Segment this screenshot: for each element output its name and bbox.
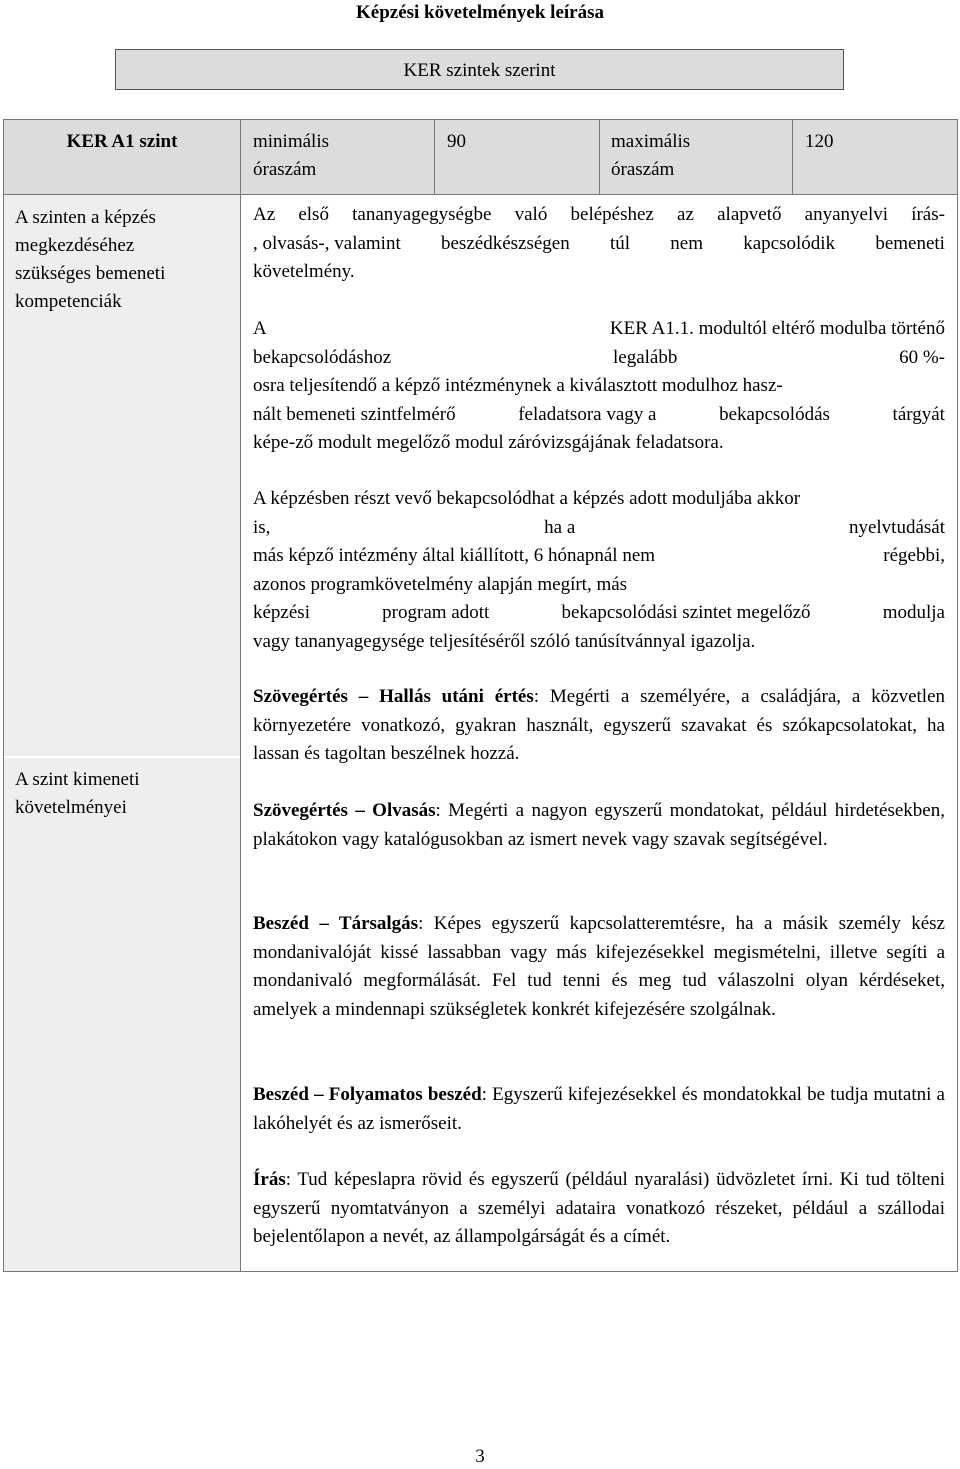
text-line: [253, 599, 945, 628]
text-line: [253, 258, 945, 287]
label-line: kompetenciák: [15, 291, 122, 312]
text-line: [253, 372, 945, 401]
header-divider: [240, 120, 241, 195]
page-title: Képzési követelmények leírása: [355, 2, 604, 23]
header-divider: [434, 120, 435, 195]
output-item-term: Beszéd – Folyamatos beszéd: [253, 1084, 482, 1105]
entry-paragraph-3: [253, 485, 945, 656]
output-item-term: Szövegértés – Hallás utáni értés: [253, 686, 534, 707]
text-line: [253, 201, 945, 230]
content-column: [241, 195, 957, 1271]
text-fragment: Az: [253, 204, 276, 225]
output-requirements-label: [15, 766, 140, 822]
level-label: KER A1 szint: [66, 131, 178, 152]
text-fragment: első: [298, 204, 329, 225]
text-fragment: 60 %-: [899, 346, 945, 368]
text-fragment: bekapcsolódási szintet megelőző: [561, 602, 811, 623]
min-hours-value: 90: [447, 131, 466, 152]
min-hours-label: [253, 128, 329, 184]
text-fragment: nyelvtudását: [848, 516, 945, 538]
text-fragment: belépéshez: [570, 204, 654, 225]
label-line: A szinten a képzés: [15, 207, 156, 228]
output-item-term: Szövegértés – Olvasás: [253, 800, 436, 821]
text-fragment: osra teljesítendő a képző intézménynek a kiválasztott modulhoz hasz-: [253, 375, 783, 396]
text-fragment: anyanyelvi: [804, 204, 889, 225]
text-fragment: ha a: [544, 516, 576, 538]
output-item-text: : Megérti a nagyon egyszerű mondatokat, például hirdetésekben, plakátokon vagy katalógusokban az ismert nevek vagy szavak segítségével.: [253, 800, 945, 850]
max-hours-label-line2: óraszám: [611, 159, 675, 180]
output-item-text: : Megérti a személyére, a családjára, a közvetlen környezetére vonatkozó, gyakran használt, egyszerű szavakat és szókapcsolatokat, ha lassan és tagoltan beszélnek hozzá.: [253, 686, 945, 764]
output-item-term: Írás: [253, 1169, 286, 1190]
text-line: [253, 514, 945, 543]
text-fragment: más képző intézmény által kiállított, 6 hónapnál nem: [253, 545, 656, 566]
text-fragment: nált bemeneti szintfelmérő: [253, 403, 456, 425]
text-fragment: legalább: [612, 346, 678, 368]
row-labels-column: [4, 195, 240, 1271]
max-hours-label-line1: maximális: [611, 131, 691, 152]
text-line: [253, 401, 945, 430]
text-fragment: azonos programkövetelmény alapján megírt, más: [253, 573, 628, 595]
text-fragment: képe-ző modult megelőző modul záróvizsgájának feladatsora.: [253, 432, 724, 453]
output-item-term: Beszéd – Társalgás: [253, 913, 419, 934]
min-hours-label-line1: minimális: [253, 131, 329, 152]
row-separator: [4, 756, 240, 758]
text-fragment: való: [514, 204, 548, 225]
entry-competencies-label: [15, 204, 165, 316]
requirements-table: [3, 119, 958, 1272]
max-hours-label: [611, 128, 690, 184]
header-divider: [792, 120, 793, 195]
output-item: [253, 1081, 945, 1138]
label-line: szükséges bemeneti: [15, 263, 166, 284]
text-fragment: is,: [253, 516, 271, 538]
label-line: megkezdéséhez: [15, 235, 135, 256]
max-hours-value: 120: [805, 131, 834, 152]
text-fragment: beszédkészségen: [441, 232, 570, 254]
text-line: [253, 571, 945, 600]
text-fragment: írás-: [911, 204, 945, 225]
header-divider: [599, 120, 600, 195]
output-item: [253, 1166, 945, 1252]
page-number: 3: [475, 1446, 485, 1467]
text-fragment: A: [253, 318, 267, 339]
text-fragment: modulja: [882, 602, 945, 623]
text-line: [253, 344, 945, 373]
output-item: [253, 683, 945, 769]
entry-paragraph-1: [253, 201, 945, 287]
text-line: [253, 542, 945, 571]
text-fragment: alapvető: [717, 204, 782, 225]
text-fragment: vagy tananyagegysége teljesítéséről szóló tanúsítvánnyal igazolja.: [253, 630, 756, 652]
output-item-text: : Képes egyszerű kapcsolatteremtésre, ha a másik személy kész mondanivalóját kissé lassabban vagy más kifejezésekkel megismételni, illetve segíti a mondanivaló megformálását. Fel tud tenni és meg tud válaszolni olyan kérdéseket, amelyek a mindennapi szükségletek konkrét kifejezésére szolgálnak.: [253, 913, 945, 1020]
text-fragment: tárgyát: [892, 403, 945, 425]
output-item: [253, 797, 945, 854]
label-line: követelményei: [15, 797, 127, 818]
text-line: [253, 485, 945, 514]
text-fragment: A képzésben részt vevő bekapcsolódhat a képzés adott moduljába akkor: [253, 488, 801, 509]
page-subtitle: KER szintek szerint: [115, 49, 844, 90]
min-hours-label-line2: óraszám: [253, 159, 317, 180]
text-fragment: bemeneti: [875, 232, 945, 254]
text-fragment: KER A1.1. modultól eltérő modulba történő: [609, 318, 945, 339]
text-fragment: kapcsolódik: [743, 232, 836, 254]
text-fragment: program adott: [382, 602, 490, 623]
text-fragment: tananyagegységbe: [352, 204, 492, 225]
label-line: A szint kimeneti: [15, 769, 140, 790]
output-item-text: : Tud képeslapra rövid és egyszerű (például nyaralási) üdvözletet írni. Ki tud tölteni egyszerű nyomtatványon a személyi adataira vonatkozó részeket, például a szállodai bejelentőlapon a nevét, az állampolgárságát és a címét.: [253, 1169, 945, 1247]
text-line: [253, 628, 945, 657]
text-fragment: bekapcsolódáshoz: [253, 346, 392, 368]
text-fragment: feladatsora vagy a: [518, 403, 657, 425]
text-line: [253, 429, 945, 458]
text-line: [253, 230, 945, 259]
output-item-text: : Egyszerű kifejezésekkel és mondatokkal be tudja mutatni a lakóhelyét és az ismerőseit.: [253, 1084, 945, 1134]
text-fragment: képzési: [253, 602, 310, 623]
output-item: [253, 910, 945, 1024]
text-line: [253, 315, 945, 344]
entry-paragraph-2: [253, 315, 945, 458]
header-row: [4, 120, 957, 195]
text-fragment: túl: [609, 232, 631, 254]
text-fragment: követelmény.: [253, 261, 355, 282]
text-fragment: nem: [670, 232, 703, 254]
text-fragment: az: [677, 204, 694, 225]
text-fragment: , olvasás-, valamint: [253, 232, 401, 254]
text-fragment: bekapcsolódás: [719, 403, 830, 425]
text-fragment: régebbi,: [883, 545, 945, 566]
